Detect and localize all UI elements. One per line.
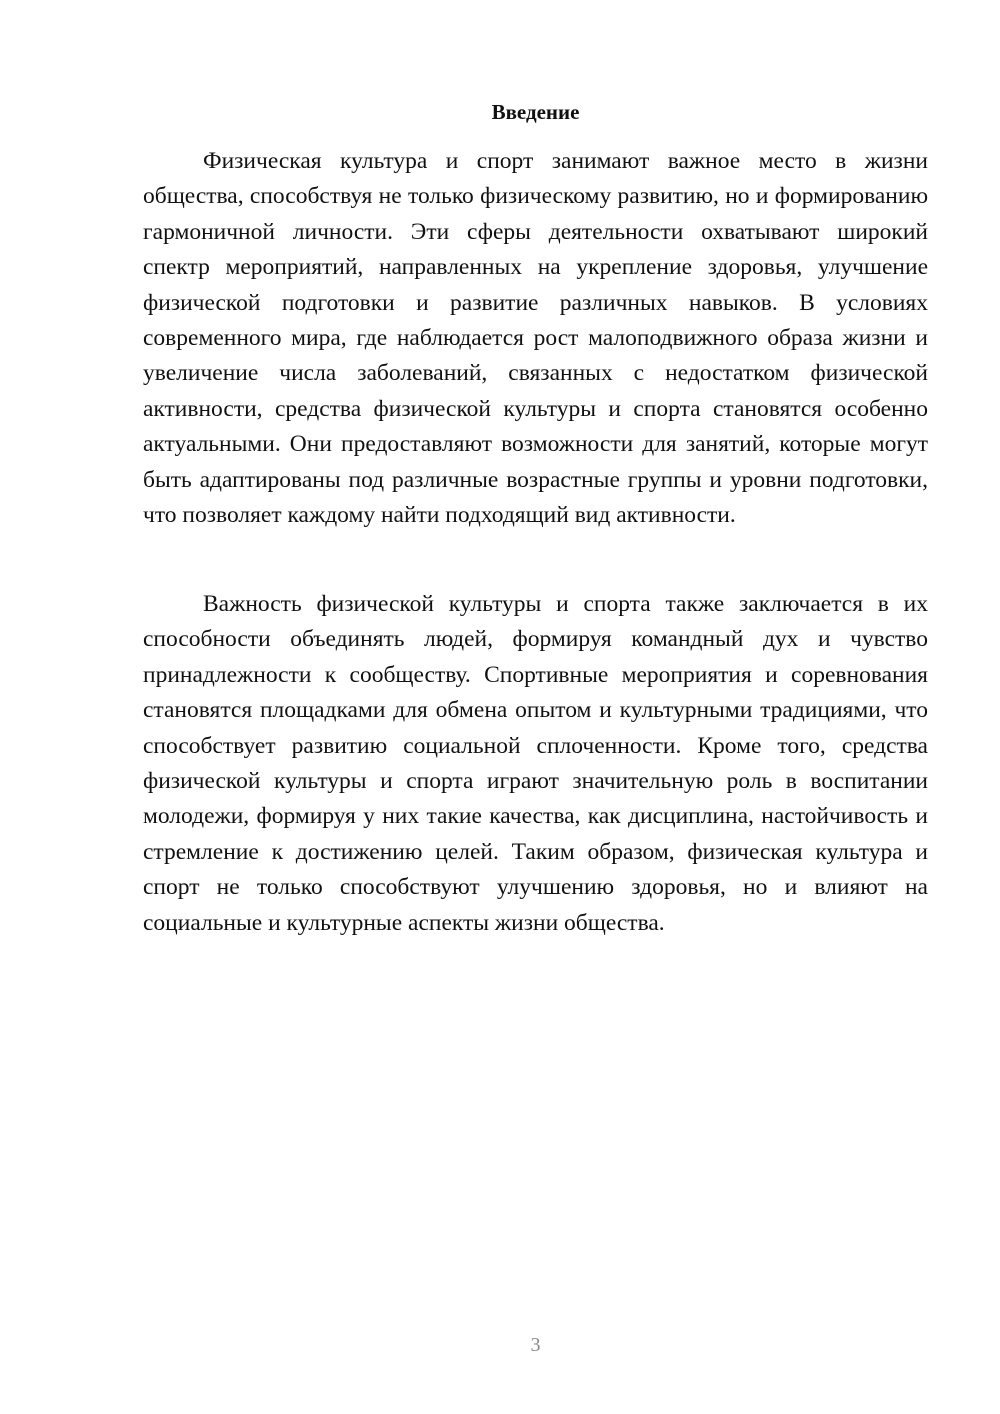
page-number: 3 bbox=[530, 1334, 541, 1356]
paragraph-1-block bbox=[143, 144, 928, 533]
paragraph-2-block bbox=[143, 587, 928, 941]
paragraph-1: Физическая культура и спорт занимают важное место в жизни общества, способствуя не только физическому развитию, но и формированию гармоничной личности. Эти сферы деятельности охватывают широкий спектр мероприятий, направленных на укрепление здоровья, улучшение физической подготовки и развитие различных навыков. В условиях современного мира, где наблюдается рост малоподвижного образа жизни и увеличение числа заболеваний, связанных с недостатком физической активности, средства физической культуры и спорта становятся особенно актуальными. Они предоставляют возможности для занятий, которые могут быть адаптированы под различные возрастные группы и уровни подготовки, что позволяет каждому найти подходящий вид активности. bbox=[143, 148, 928, 529]
page-title: Введение bbox=[491, 100, 580, 124]
paragraph-2: Важность физической культуры и спорта также заключается в их способности объединять людей, формируя командный дух и чувство принадлежности к сообществу. Спортивные мероприятия и соревнования становятся площадками для обмена опытом и культурными традициями, что способствует развитию социальной сплоченности. Кроме того, средства физической культуры и спорта играют значительную роль в воспитании молодежи, формируя у них такие качества, как дисциплина, настойчивость и стремление к достижению целей. Таким образом, физическая культура и спорт не только способствуют улучшению здоровья, но и влияют на социальные и культурные аспекты жизни общества. bbox=[143, 591, 928, 936]
